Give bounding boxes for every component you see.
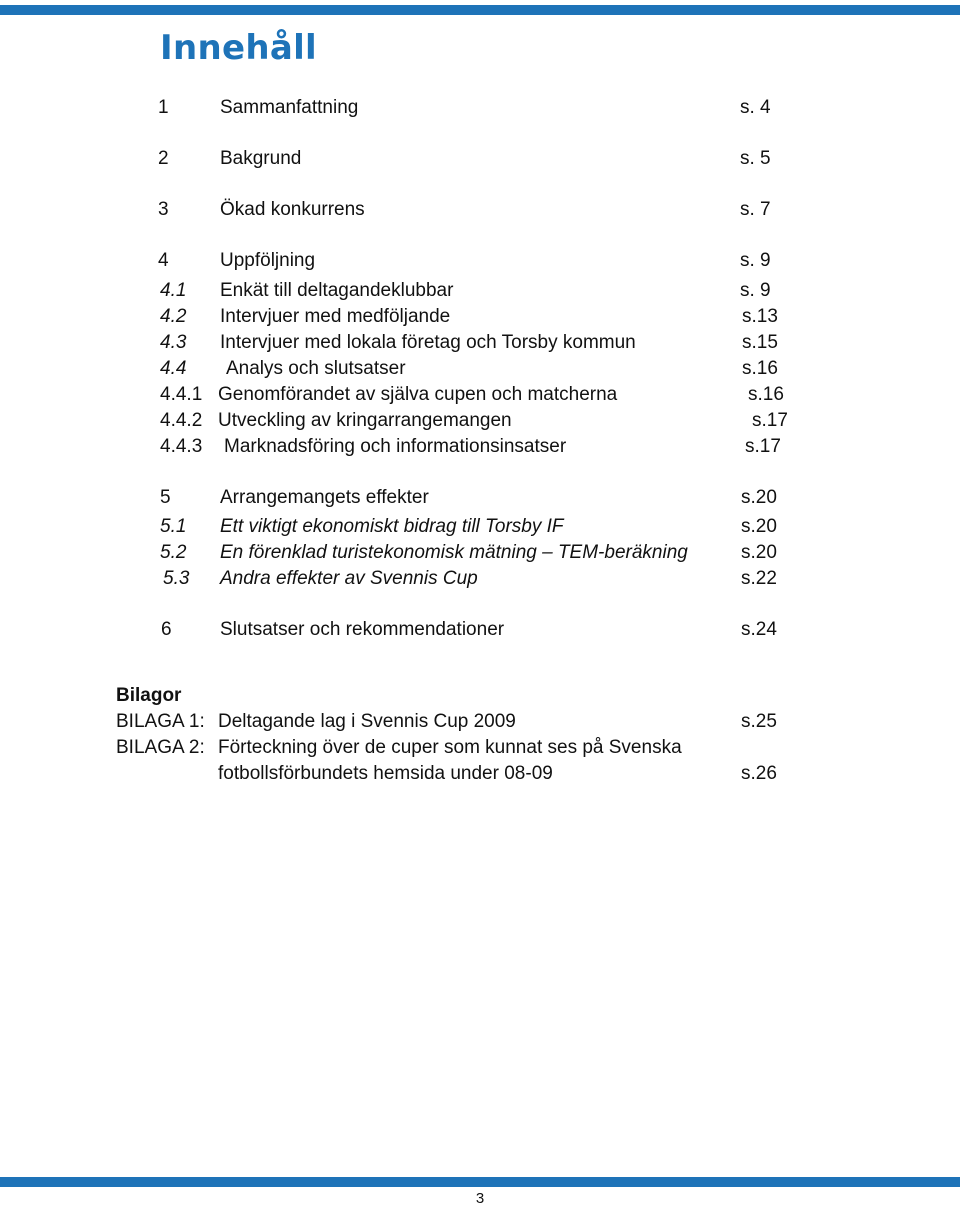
appendix-row[interactable] [0,736,960,760]
toc-page: s.13 [742,306,778,327]
toc-label: Andra effekter av Svennis Cup [220,568,478,589]
toc-number: 5.2 [160,542,187,563]
toc-row[interactable] [0,486,960,510]
toc-label: Bakgrund [220,148,302,169]
toc-row[interactable] [0,279,960,303]
toc-number: 5 [160,487,171,508]
toc-number: 3 [158,199,169,220]
top-blue-rule [0,5,960,15]
toc-number: 4.4.3 [160,436,203,457]
toc-row[interactable] [0,618,960,642]
toc-number: 6 [161,619,172,640]
toc-row[interactable] [0,96,960,120]
toc-number: 4.4.2 [160,410,203,431]
toc-page: s.17 [752,410,788,431]
toc-number: 5.3 [163,568,190,589]
toc-number: 4.4 [160,358,187,379]
toc-row[interactable] [0,541,960,565]
page-number: 3 [475,1190,485,1207]
toc-page: s.20 [741,516,777,537]
toc-label: Genomförandet av själva cupen och matcherna [218,384,618,405]
toc-page: s. 5 [740,148,771,169]
appendix-number: BILAGA 2: [116,737,205,758]
toc-number: 4.3 [160,332,187,353]
appendix-row[interactable] [0,710,960,734]
toc-page: s.20 [741,487,777,508]
toc-row[interactable] [0,147,960,171]
appendix-label: Förteckning över de cuper som kunnat ses på Svenska [218,737,682,758]
toc-label: Arrangemangets effekter [220,487,429,508]
toc-page: s. 4 [740,97,771,118]
toc-number: 2 [158,148,169,169]
toc-row[interactable] [0,383,960,407]
toc-row[interactable] [0,198,960,222]
toc-row[interactable] [0,331,960,355]
appendix-label: fotbollsförbundets hemsida under 08-09 [218,763,553,784]
appendix-number: BILAGA 1: [116,711,205,732]
toc-label: Ökad konkurrens [220,199,365,220]
toc-row[interactable] [0,249,960,273]
toc-row[interactable] [0,305,960,329]
bottom-blue-rule [0,1177,960,1187]
toc-label: Enkät till deltagandeklubbar [220,280,454,301]
toc-label: Utveckling av kringarrangemangen [218,410,512,431]
toc-row[interactable] [0,409,960,433]
toc-label: Uppföljning [220,250,316,271]
toc-label: Sammanfattning [220,97,359,118]
toc-page: s.15 [742,332,778,353]
toc-label: Intervjuer med lokala företag och Torsby kommun [220,332,636,353]
toc-page: s.24 [741,619,777,640]
toc-row[interactable] [0,357,960,381]
toc-row[interactable] [0,515,960,539]
toc-label: Ett viktigt ekonomiskt bidrag till Torsby IF [220,516,564,537]
toc-number: 4.4.1 [160,384,203,405]
toc-page: s.22 [741,568,777,589]
toc-row[interactable] [0,567,960,591]
toc-page: s. 9 [740,280,771,301]
toc-page: s.20 [741,542,777,563]
toc-label: Marknadsföring och informationsinsatser [224,436,567,457]
appendix-page: s.25 [741,711,777,732]
toc-page: s.16 [742,358,778,379]
toc-row[interactable] [0,435,960,459]
toc-label: Analys och slutsatser [226,358,406,379]
toc-number: 1 [158,97,169,118]
toc-label: En förenklad turistekonomisk mätning – TEM-beräkning [220,542,688,563]
toc-number: 4.2 [160,306,187,327]
appendix-row-continuation[interactable] [0,762,960,786]
toc-number: 4.1 [160,280,187,301]
toc-label: Intervjuer med medföljande [220,306,451,327]
toc-page: s. 9 [740,250,771,271]
toc-label: Slutsatser och rekommendationer [220,619,505,640]
toc-number: 5.1 [160,516,187,537]
toc-page: s.16 [748,384,784,405]
toc-page: s.17 [745,436,781,457]
appendix-label: Deltagande lag i Svennis Cup 2009 [218,711,516,732]
toc-page: s. 7 [740,199,771,220]
bilagor-heading: Bilagor [116,685,182,706]
page-title: Innehåll [160,28,317,68]
toc-number: 4 [158,250,169,271]
appendix-page: s.26 [741,763,777,784]
